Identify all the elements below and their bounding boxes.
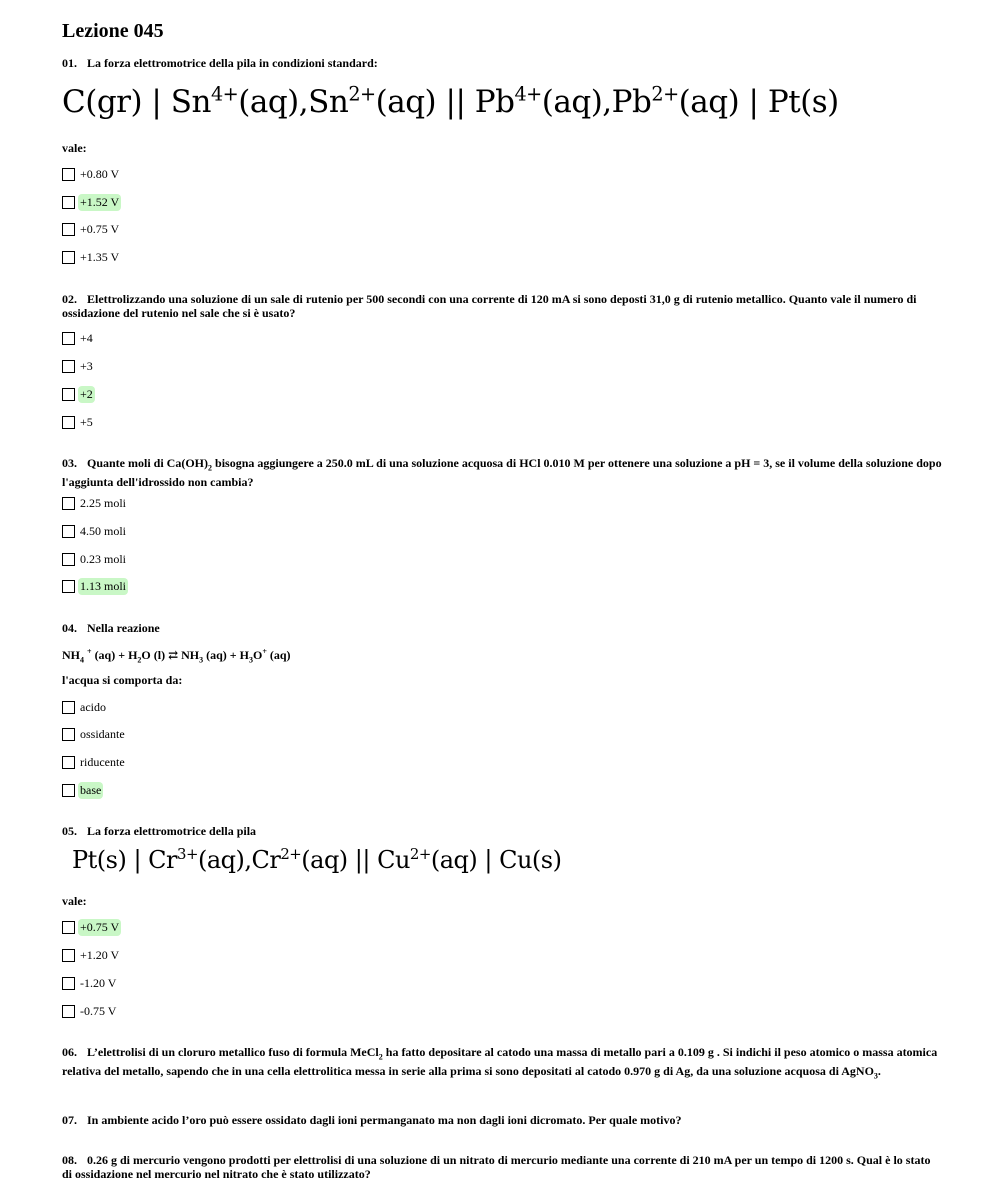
- option-04-b[interactable]: [62, 726, 127, 742]
- question-01-formula: C(gr) | $Sn^{4+}(aq),Sn^{2+}(aq)$ || $Pb^{4+}(aq),Pb^{2+}(aq)$ | Pt(s): [62, 82, 839, 120]
- option-label-correct: base: [80, 782, 102, 797]
- checkbox[interactable]: [62, 728, 75, 741]
- question-04-reaction: $NH_4$ + $(aq) + H_2O$ (l) ⇄ $NH_3$ $(aq) + H_3O^+$ (aq): [62, 647, 291, 665]
- option-05-a[interactable]: [62, 919, 121, 935]
- question-number: 08.: [62, 1153, 77, 1167]
- option-05-d[interactable]: [62, 1003, 118, 1019]
- checkbox[interactable]: [62, 949, 75, 962]
- option-label: +0.80 V: [80, 166, 120, 181]
- checkbox[interactable]: [62, 388, 75, 401]
- checkbox[interactable]: [62, 921, 75, 934]
- option-03-b[interactable]: [62, 523, 128, 539]
- question-06-heading: 06. L’elettrolisi di un cloruro metallico fuso di formula MeCl$_2$ ha fatto depositare al catodo una massa di metallo pari a 0.109 g . Si indichi il peso atomico o massa atomica relativa del metallo, sapendo che in una cella elettrolitica messa in serie alla prima si sono depositati al catodo 0.970 g di Ag, da una soluzione acquosa di AgNO$_3$.: [62, 1045, 938, 1081]
- question-number: 02.: [62, 292, 77, 306]
- option-label: -1.20 V: [80, 975, 117, 990]
- checkbox[interactable]: [62, 168, 75, 181]
- option-01-d[interactable]: [62, 249, 121, 265]
- option-label-correct: 1.13 moli: [80, 578, 127, 593]
- option-03-d[interactable]: [62, 578, 128, 594]
- question-number: 03.: [62, 456, 77, 470]
- checkbox[interactable]: [62, 756, 75, 769]
- question-number: 06.: [62, 1045, 77, 1059]
- question-02-heading: [62, 292, 942, 320]
- option-02-a[interactable]: [62, 330, 95, 346]
- question-03-heading: 03. Quante moli di $Ca(OH)_2$ bisogna aggiungere a 250.0 mL di una soluzione acquosa di HCl 0.010 M per ottenere una soluzione a pH = 3, se il volume della soluzione dopo l'aggiunta dell'idrossido non cambia?: [62, 456, 942, 490]
- checkbox[interactable]: [62, 784, 75, 797]
- checkbox[interactable]: [62, 196, 75, 209]
- question-04-after: l'acqua si comporta da:: [62, 673, 183, 687]
- question-04-heading: [62, 621, 942, 635]
- question-number: 05.: [62, 824, 77, 838]
- question-text: La forza elettromotrice della pila: [87, 824, 257, 838]
- option-label: 2.25 moli: [80, 495, 127, 510]
- question-01-vale: vale:: [62, 141, 87, 155]
- option-label-correct: +2: [80, 386, 93, 401]
- question-text: In ambiente acido l’oro può essere ossidato dagli ioni permanganato ma non dagli ioni dicromato. Per quale motivo?: [87, 1113, 682, 1127]
- option-label-correct: +1.52 V: [80, 194, 120, 209]
- option-04-a[interactable]: [62, 699, 108, 715]
- question-text: 0.26 g di mercurio vengono prodotti per elettrolisi di una soluzione di un nitrato di mercurio mediante una corrente di 210 mA per un tempo di 1200 s. Qual è lo stato di ossidazione nel mercurio nel nitrato che è stato utilizzato?: [62, 1153, 931, 1181]
- option-label: +1.20 V: [80, 947, 120, 962]
- option-label: acido: [80, 699, 106, 714]
- checkbox[interactable]: [62, 416, 75, 429]
- option-label: +0.75 V: [80, 221, 120, 236]
- page-title: Lezione 045: [62, 20, 164, 42]
- option-label: +1.35 V: [80, 249, 120, 264]
- question-text: Nella reazione: [87, 621, 160, 635]
- option-03-c[interactable]: [62, 551, 128, 567]
- checkbox[interactable]: [62, 701, 75, 714]
- option-05-b[interactable]: [62, 947, 121, 963]
- question-08-heading: [62, 1153, 942, 1181]
- question-number: 01.: [62, 56, 77, 70]
- option-04-d[interactable]: [62, 782, 103, 798]
- option-01-b[interactable]: [62, 194, 121, 210]
- question-05-heading: [62, 824, 942, 838]
- option-03-a[interactable]: [62, 495, 128, 511]
- option-label: 0.23 moli: [80, 551, 127, 566]
- checkbox[interactable]: [62, 1005, 75, 1018]
- question-text: La forza elettromotrice della pila in condizioni standard:: [87, 56, 378, 70]
- question-07-heading: [62, 1113, 942, 1127]
- question-number: 04.: [62, 621, 77, 635]
- option-02-c[interactable]: [62, 386, 95, 402]
- checkbox[interactable]: [62, 497, 75, 510]
- option-label: +5: [80, 414, 93, 429]
- option-01-a[interactable]: [62, 166, 121, 182]
- checkbox[interactable]: [62, 553, 75, 566]
- option-05-c[interactable]: [62, 975, 118, 991]
- question-05-formula: Pt(s) | $Cr^{3+}(aq),Cr^{2+}(aq)$ || $Cu^{2+}(aq)$ | Cu(s): [72, 845, 562, 874]
- checkbox[interactable]: [62, 580, 75, 593]
- question-text: Elettrolizzando una soluzione di un sale di rutenio per 500 secondi con una corrente di 120 mA si sono deposti 31,0 g di rutenio metallico. Quanto vale il numero di ossidazione del rutenio nel sale che si è usato?: [62, 292, 917, 320]
- option-02-d[interactable]: [62, 414, 95, 430]
- option-label: riducente: [80, 754, 125, 769]
- option-01-c[interactable]: [62, 221, 121, 237]
- checkbox[interactable]: [62, 360, 75, 373]
- option-label-correct: +0.75 V: [80, 919, 120, 934]
- checkbox[interactable]: [62, 525, 75, 538]
- option-label: +4: [80, 330, 93, 345]
- question-01-heading: [62, 56, 942, 70]
- checkbox[interactable]: [62, 251, 75, 264]
- checkbox[interactable]: [62, 332, 75, 345]
- question-number: 07.: [62, 1113, 77, 1127]
- option-04-c[interactable]: [62, 754, 127, 770]
- checkbox[interactable]: [62, 223, 75, 236]
- question-05-vale: vale:: [62, 894, 87, 908]
- option-label: ossidante: [80, 726, 125, 741]
- option-label: -0.75 V: [80, 1003, 117, 1018]
- option-label: +3: [80, 358, 93, 373]
- checkbox[interactable]: [62, 977, 75, 990]
- option-02-b[interactable]: [62, 358, 95, 374]
- option-label: 4.50 moli: [80, 523, 127, 538]
